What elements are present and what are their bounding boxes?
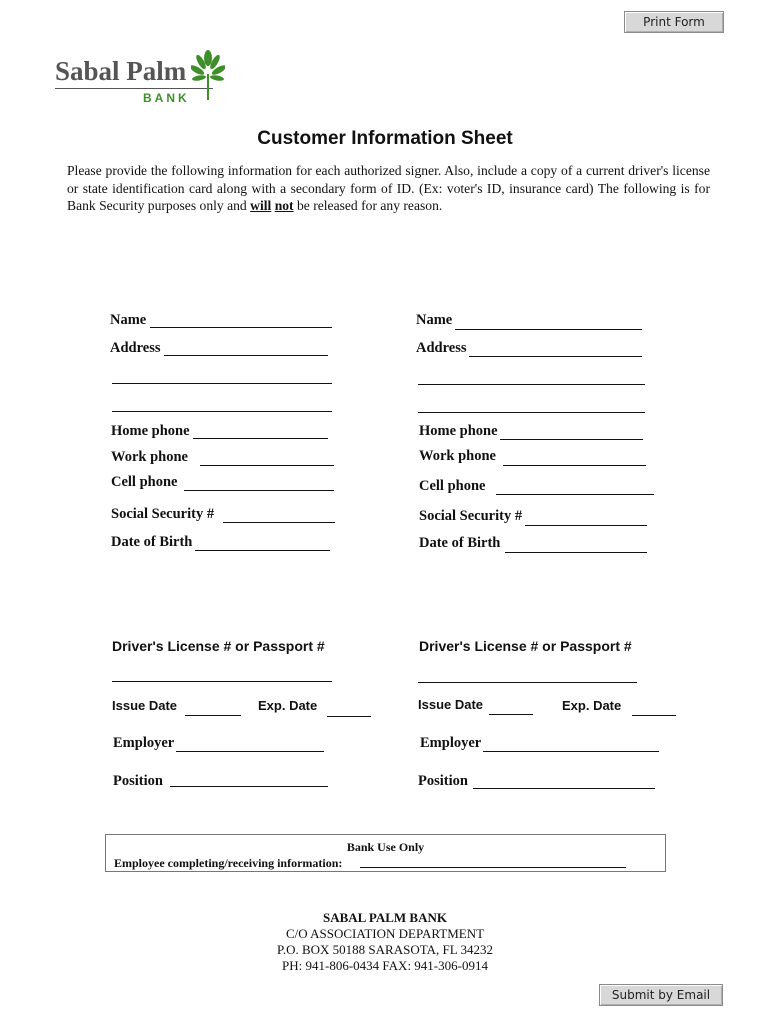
right-home-phone-input[interactable]: [500, 423, 643, 440]
right-dl-label: Driver's License # or Passport #: [419, 638, 632, 654]
bank-logo: [55, 50, 235, 106]
right-position-input[interactable]: [473, 772, 655, 789]
bank-use-title: Bank Use Only: [346, 840, 425, 854]
footer-phone-fax: PH: 941-806-0434 FAX: 941-306-0914: [282, 958, 488, 973]
left-home-phone-label: Home phone: [111, 423, 190, 439]
left-address-label: Address: [110, 340, 161, 356]
left-address-input[interactable]: [164, 339, 328, 356]
left-position-input[interactable]: [170, 770, 328, 787]
left-address-line3[interactable]: [112, 395, 332, 412]
palm-icon: [191, 50, 225, 102]
footer-po-box: P.O. BOX 50188 SARASOTA, FL 34232: [277, 942, 493, 957]
left-dl-label: Driver's License # or Passport #: [112, 638, 325, 654]
page-title: Customer Information Sheet: [257, 128, 513, 149]
logo-divider: [55, 88, 213, 89]
left-dob-label: Date of Birth: [111, 534, 193, 550]
right-name-label: Name: [416, 312, 453, 328]
right-work-phone-label: Work phone: [419, 448, 496, 464]
left-work-phone-label: Work phone: [111, 449, 188, 465]
footer-bank-name: SABAL PALM BANK: [323, 910, 447, 925]
left-dl-input[interactable]: [112, 665, 332, 682]
left-name-input[interactable]: [150, 311, 332, 328]
left-name-label: Name: [110, 312, 147, 328]
left-home-phone-input[interactable]: [193, 422, 328, 439]
right-cell-phone-label: Cell phone: [419, 478, 486, 494]
left-dob-input[interactable]: [195, 534, 330, 551]
right-exp-date-label: Exp. Date: [562, 698, 622, 713]
print-form-button[interactable]: Print Form: [624, 11, 724, 33]
right-dob-label: Date of Birth: [419, 535, 501, 551]
right-home-phone-label: Home phone: [419, 423, 498, 439]
left-cell-phone-input[interactable]: [184, 474, 334, 491]
right-address-label: Address: [416, 340, 467, 356]
right-cell-phone-input[interactable]: [496, 478, 654, 495]
left-position-label: Position: [113, 773, 163, 789]
left-ssn-input[interactable]: [223, 506, 335, 523]
right-issue-date-input[interactable]: [489, 698, 533, 715]
left-employer-label: Employer: [113, 735, 175, 751]
right-dob-input[interactable]: [505, 536, 647, 553]
right-address-line2[interactable]: [418, 368, 645, 385]
right-ssn-label: Social Security #: [419, 508, 523, 524]
employee-input[interactable]: [360, 853, 626, 868]
footer-department: C/O ASSOCIATION DEPARTMENT: [285, 926, 485, 941]
right-work-phone-input[interactable]: [503, 449, 646, 466]
left-issue-date-input[interactable]: [185, 699, 241, 716]
bank-use-box: [105, 834, 666, 872]
right-dl-input[interactable]: [418, 666, 637, 683]
right-name-input[interactable]: [455, 313, 642, 330]
right-address-line3[interactable]: [418, 396, 645, 413]
submit-by-email-button[interactable]: Submit by Email: [599, 984, 723, 1006]
right-address-input[interactable]: [469, 340, 642, 357]
right-employer-label: Employer: [420, 735, 482, 751]
employee-label: Employee completing/receiving information:: [114, 856, 343, 870]
intro-paragraph: Please provide the following information for each authorized signer. Also, include a copy of a current driver's license or state identification card along with a secondary form of ID. (Ex: voter's ID, insurance card) The following is for Bank Security purposes only and will not be released for any reason.: [67, 163, 710, 213]
right-exp-date-input[interactable]: [632, 699, 676, 716]
right-position-label: Position: [418, 773, 468, 789]
left-address-line2[interactable]: [112, 367, 332, 384]
right-ssn-input[interactable]: [525, 509, 647, 526]
bank-address: [0, 910, 770, 974]
left-exp-date-input[interactable]: [327, 700, 371, 717]
left-work-phone-input[interactable]: [200, 449, 334, 466]
left-ssn-label: Social Security #: [111, 506, 215, 522]
left-employer-input[interactable]: [176, 735, 324, 752]
logo-bank: BANK: [143, 91, 190, 105]
right-employer-input[interactable]: [483, 735, 659, 752]
logo-name: Sabal Palm: [55, 56, 187, 86]
right-issue-date-label: Issue Date: [418, 697, 484, 712]
left-exp-date-label: Exp. Date: [258, 698, 318, 713]
left-cell-phone-label: Cell phone: [111, 474, 178, 490]
left-issue-date-label: Issue Date: [112, 698, 178, 713]
